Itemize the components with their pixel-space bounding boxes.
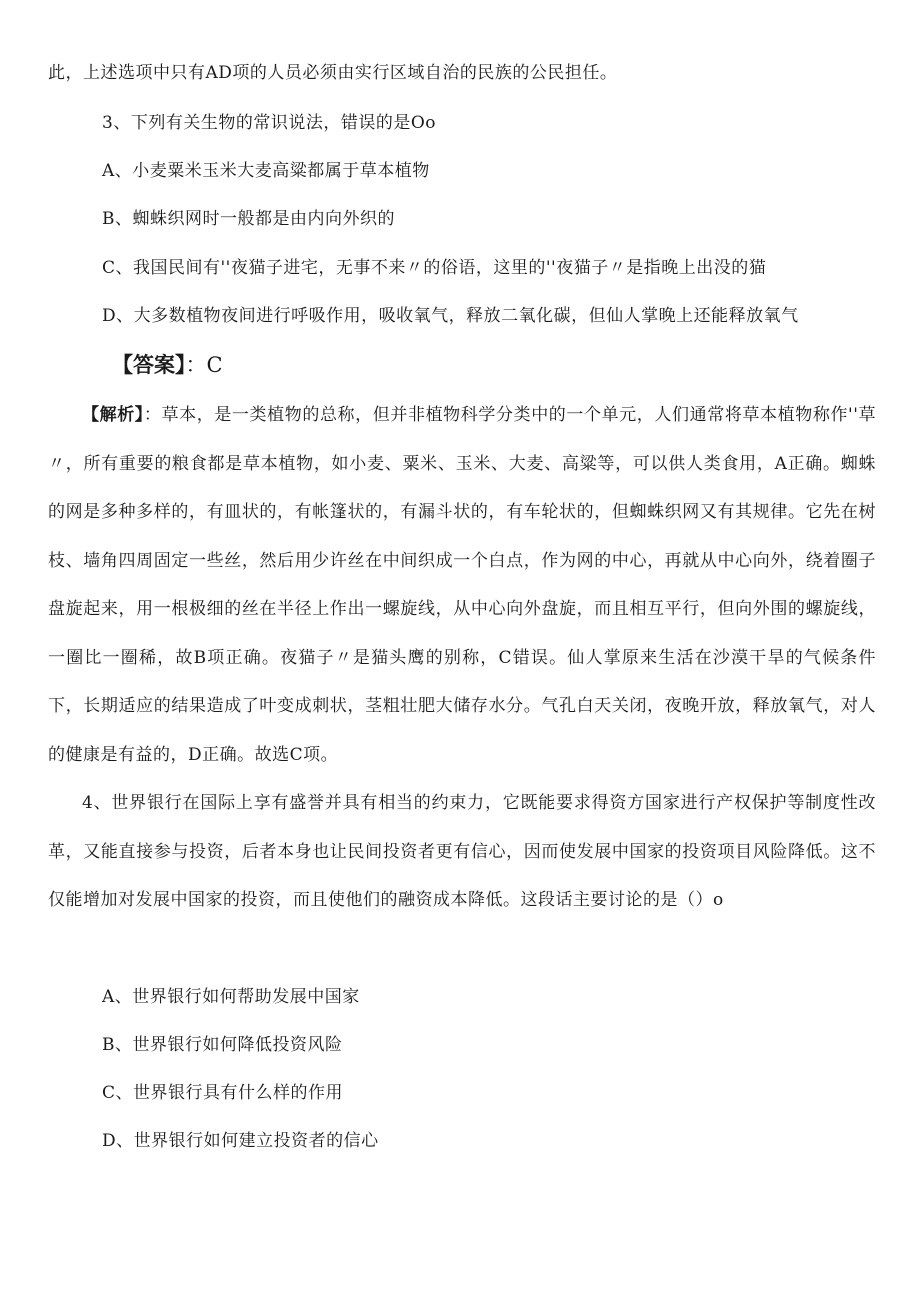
previous-explanation-tail: 此，上述选项中只有AD项的人员必须由实行区域自治的民族的公民担任。 [48,63,618,83]
question-3-answer [112,350,223,380]
question-3-stem: 3、下列有关生物的常识说法，错误的是Oo [102,113,436,133]
question-3-option-b: B、蜘蛛织网时一般都是由内向外织的 [102,209,395,229]
answer-label: 【答案】 [112,353,186,377]
question-4-option-b: B、世界银行如何降低投资风险 [102,1035,343,1055]
answer-value: ：C [185,353,223,377]
analysis-label: 【解析】 [82,405,144,425]
question-3-option-d: D、大多数植物夜间进行呼吸作用，吸收氧气，释放二氧化碳，但仙人掌晚上还能释放氧气 [102,306,799,326]
question-3-analysis [48,391,876,779]
question-4-stem: 4、世界银行在国际上享有盛誉并具有相当的约束力，它既能要求得资方国家进行产权保护等制度性改革，又能直接参与投资，后者本身也让民间投资者更有信心，因而使发展中国家的投资项目风险降低。这不仅能增加对发展中国家的投资，而且使他们的融资成本降低。这段话主要讨论的是（）o [48,793,876,910]
question-3-option-a: A、小麦粟米玉米大麦高粱都属于草本植物 [102,161,430,181]
question-4-option-a: A、世界银行如何帮助发展中国家 [102,987,360,1007]
analysis-text: ：草本，是一类植物的总称，但并非植物科学分类中的一个单元，人们通常将草本植物称作''草〃，所有重要的粮食都是草本植物，如小麦、粟米、玉米、大麦、高粱等，可以供人类食用，A正确。蜘蛛的网是多种多样的，有皿状的，有帐篷状的，有漏斗状的，有车轮状的，但蜘蛛织网又有其规律。它先在树枝、墙角四周固定一些丝，然后用少许丝在中间织成一个白点，作为网的中心，再就从中心向外，绕着圈子盘旋起来，用一根极细的丝在半径上作出一螺旋线，从中心向外盘旋，而且相互平行，但向外围的螺旋线，一圈比一圈稀，故B项正确。夜猫子〃是猫头鹰的别称，C错误。仙人掌原来生活在沙漠干旱的气候条件下，长期适应的结果造成了叶变成刺状，茎粗壮肥大储存水分。气孔白天关闭，夜晚开放，释放氧气，对人的健康是有益的，D正确。故选C项。 [48,405,876,765]
question-4-option-d: D、世界银行如何建立投资者的信心 [102,1131,379,1151]
question-3-option-c: C、我国民间有''夜猫子进宅，无事不来〃的俗语，这里的''夜猫子〃是指晚上出没的猫 [102,258,767,278]
question-4-option-c: C、世界银行具有什么样的作用 [102,1083,344,1103]
